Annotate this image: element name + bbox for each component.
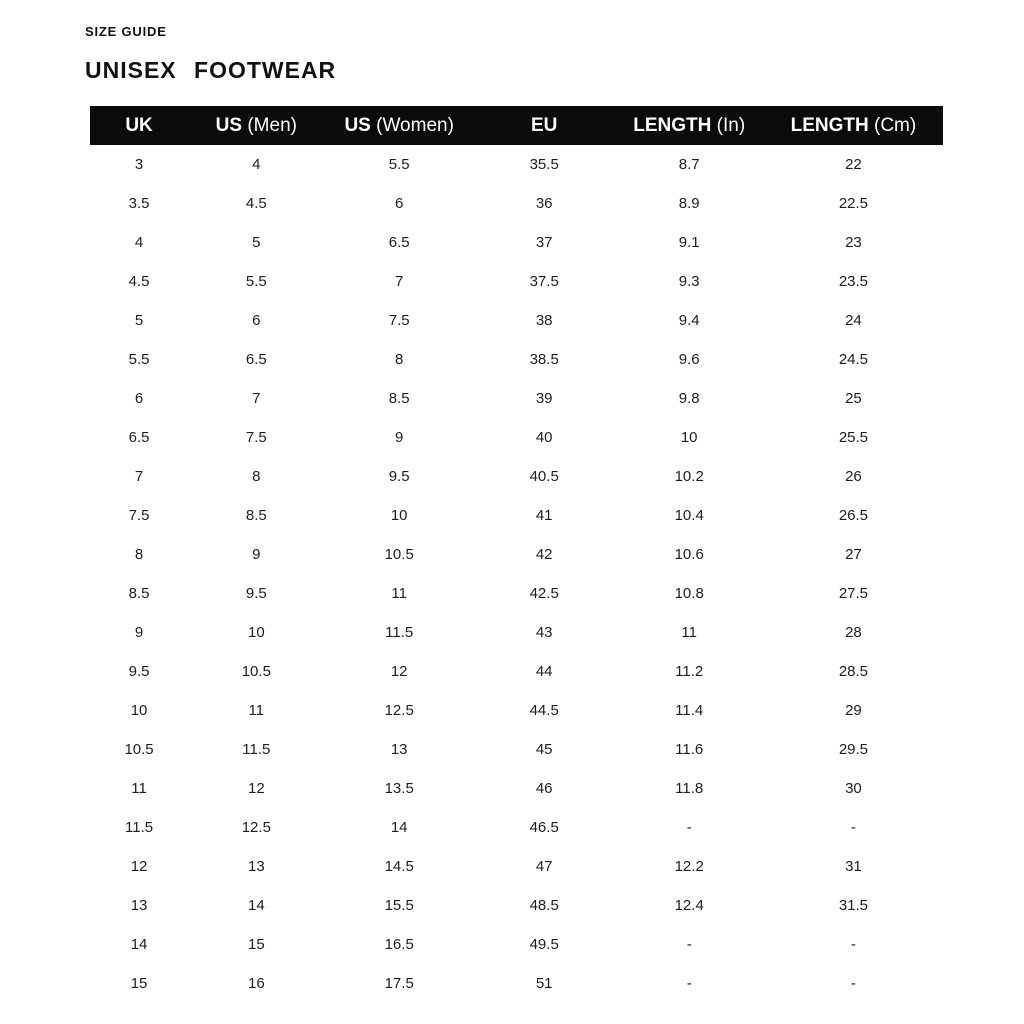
col-header-length-in [615, 106, 764, 145]
size-cell: 24.5 [838, 351, 869, 368]
table-row [90, 808, 943, 847]
size-table-body [90, 145, 943, 1003]
size-cell: 38.5 [529, 351, 559, 368]
size-cell: 29.5 [838, 741, 869, 758]
size-cell: 10.5 [384, 546, 414, 563]
size-cell: 22.5 [838, 195, 869, 212]
size-cell: 10 [680, 429, 698, 446]
size-table-header [90, 106, 943, 145]
size-cell: 9.3 [678, 273, 700, 290]
size-cell: 28.5 [838, 663, 869, 680]
size-cell: 49.5 [529, 936, 559, 953]
table-row [90, 340, 943, 379]
size-cell: 13 [130, 897, 148, 914]
size-cell: 41 [535, 507, 553, 524]
size-cell: 14 [390, 819, 408, 836]
col-header-length-cm-light: (Cm) [874, 114, 917, 136]
size-cell: 23.5 [838, 273, 869, 290]
size-cell: 10 [130, 702, 148, 719]
size-cell: 9 [395, 429, 404, 446]
size-cell: 7.5 [128, 507, 150, 524]
size-cell: - [686, 975, 692, 992]
size-cell: 29 [845, 702, 862, 719]
size-cell: 22 [845, 156, 862, 173]
size-cell: 25 [845, 390, 862, 407]
table-row [90, 964, 943, 1003]
table-row [90, 652, 943, 691]
size-cell: 9 [252, 546, 261, 563]
col-header-length-cm [764, 106, 943, 145]
size-cell: 7.5 [388, 312, 410, 329]
col-header-us-women-bold: US [344, 114, 371, 136]
size-cell: 16.5 [384, 936, 414, 953]
size-cell: 3.5 [128, 195, 150, 212]
header-row [90, 106, 943, 145]
size-cell: 10.5 [241, 663, 271, 680]
table-row [90, 184, 943, 223]
size-cell: 12.4 [674, 897, 704, 914]
size-guide-label: SIZE GUIDE [85, 24, 167, 39]
size-cell: 42.5 [529, 585, 559, 602]
size-cell: 43 [535, 624, 553, 641]
size-cell: 4 [252, 156, 261, 173]
size-cell: 26.5 [838, 507, 869, 524]
size-cell: 5 [252, 234, 261, 251]
size-cell: 10 [247, 624, 265, 641]
size-cell: 3 [134, 156, 144, 173]
size-cell: 27.5 [838, 585, 869, 602]
size-cell: 11.5 [385, 624, 414, 641]
size-cell: 37 [535, 234, 553, 251]
size-cell: 8.9 [678, 195, 700, 212]
size-cell: 6.5 [245, 351, 267, 368]
size-cell: 38 [535, 312, 553, 329]
size-cell: 14 [130, 936, 148, 953]
size-cell: 11.6 [675, 741, 704, 758]
table-row [90, 535, 943, 574]
col-header-eu [474, 106, 615, 145]
size-cell: 11 [248, 702, 265, 719]
size-cell: 11.5 [242, 741, 271, 758]
table-row [90, 223, 943, 262]
size-cell: 12.5 [384, 702, 414, 719]
table-row [90, 847, 943, 886]
size-cell: 10.2 [674, 468, 704, 485]
size-cell: 28 [845, 624, 862, 641]
size-cell: 11.2 [675, 663, 704, 680]
size-cell: 48.5 [529, 897, 559, 914]
size-cell: 9.5 [388, 468, 410, 485]
size-cell: 44.5 [529, 702, 559, 719]
size-cell: 11 [131, 780, 147, 797]
size-cell: 5.5 [128, 351, 150, 368]
size-cell: 8 [134, 546, 144, 563]
table-row [90, 262, 943, 301]
size-cell: 44 [535, 663, 553, 680]
size-cell: - [850, 819, 856, 836]
size-cell: 31 [845, 858, 862, 875]
size-cell: 6.5 [128, 429, 150, 446]
col-header-us-women [325, 106, 474, 145]
size-cell: 4.5 [128, 273, 150, 290]
col-header-uk-bold: UK [125, 114, 153, 136]
size-cell: 12.5 [241, 819, 271, 836]
col-header-uk [90, 106, 188, 145]
size-cell: 37.5 [529, 273, 559, 290]
table-row [90, 925, 943, 964]
size-cell: 23 [845, 234, 862, 251]
size-cell: 14.5 [384, 858, 414, 875]
size-cell: 16 [247, 975, 265, 992]
size-cell: 11.4 [675, 702, 704, 719]
size-cell: 8 [395, 351, 404, 368]
size-cell: 46 [535, 780, 553, 797]
size-cell: 17.5 [384, 975, 414, 992]
size-cell: 8.7 [678, 156, 700, 173]
size-cell: 6.5 [388, 234, 410, 251]
size-cell: - [686, 819, 692, 836]
size-cell: 9.5 [245, 585, 267, 602]
table-row [90, 613, 943, 652]
size-cell: 13 [247, 858, 265, 875]
size-cell: - [850, 975, 856, 992]
size-cell: 7.5 [245, 429, 267, 446]
size-cell: 7 [395, 273, 404, 290]
table-row [90, 769, 943, 808]
size-cell: 15 [247, 936, 265, 953]
size-cell: 25.5 [838, 429, 869, 446]
size-cell: 6 [252, 312, 261, 329]
size-cell: 27 [845, 546, 862, 563]
size-cell: 6 [134, 390, 144, 407]
size-cell: 9.6 [678, 351, 700, 368]
table-row [90, 730, 943, 769]
table-row [90, 379, 943, 418]
size-cell: 47 [535, 858, 553, 875]
size-cell: 40 [535, 429, 553, 446]
size-cell: 4 [134, 234, 144, 251]
size-cell: 12 [390, 663, 408, 680]
col-header-length-cm-bold: LENGTH [790, 114, 869, 136]
table-row [90, 496, 943, 535]
size-cell: 5 [134, 312, 144, 329]
col-header-us-men [188, 106, 324, 145]
size-cell: 12 [247, 780, 265, 797]
size-cell: 7 [134, 468, 144, 485]
size-cell: 35.5 [529, 156, 559, 173]
size-cell: 9 [134, 624, 144, 641]
size-cell: 6 [395, 195, 404, 212]
size-cell: 9.1 [678, 234, 700, 251]
size-cell: 5.5 [245, 273, 267, 290]
size-cell: 13.5 [384, 780, 414, 797]
size-cell: - [686, 936, 692, 953]
col-header-us-men-bold: US [215, 114, 243, 136]
size-cell: 30 [845, 780, 862, 797]
size-cell: 13 [390, 741, 408, 758]
size-cell: 11.8 [675, 780, 704, 797]
size-cell: 31.5 [838, 897, 869, 914]
size-cell: 5.5 [388, 156, 410, 173]
size-cell: 11 [391, 585, 407, 602]
size-cell: 26 [845, 468, 862, 485]
size-cell: 10.4 [674, 507, 704, 524]
size-cell: 4.5 [245, 195, 267, 212]
page-title: UNISEX FOOTWEAR [85, 57, 337, 83]
size-cell: 39 [535, 390, 553, 407]
size-cell: 10.6 [674, 546, 704, 563]
size-cell: 8.5 [388, 390, 410, 407]
table-row [90, 301, 943, 340]
size-cell: 8.5 [128, 585, 150, 602]
size-cell: 36 [535, 195, 553, 212]
table-row [90, 418, 943, 457]
table-row [90, 886, 943, 925]
size-cell: 7 [252, 390, 261, 407]
size-cell: 8.5 [245, 507, 267, 524]
size-cell: 10.5 [124, 741, 154, 758]
size-cell: 11.5 [125, 819, 154, 836]
size-cell: 40.5 [529, 468, 559, 485]
col-header-length-in-bold: LENGTH [633, 114, 712, 136]
size-cell: 42 [535, 546, 553, 563]
size-cell: 9.4 [678, 312, 700, 329]
size-cell: 9.5 [128, 663, 150, 680]
size-cell: 10 [390, 507, 408, 524]
size-cell: 45 [535, 741, 553, 758]
size-cell: 24 [845, 312, 862, 329]
size-cell: 8 [252, 468, 261, 485]
size-cell: 12 [130, 858, 148, 875]
col-header-us-men-light: (Men) [247, 114, 297, 136]
size-cell: 46.5 [529, 819, 559, 836]
size-cell: 10.8 [674, 585, 704, 602]
size-cell: 9.8 [678, 390, 700, 407]
size-cell: 15 [130, 975, 148, 992]
size-cell: - [850, 936, 856, 953]
size-cell: 11 [681, 624, 697, 641]
table-row [90, 145, 943, 184]
col-header-eu-bold: EU [530, 114, 558, 136]
size-cell: 51 [535, 975, 553, 992]
table-row [90, 574, 943, 613]
size-cell: 12.2 [674, 858, 704, 875]
table-row [90, 691, 943, 730]
size-cell: 15.5 [384, 897, 414, 914]
size-cell: 14 [247, 897, 265, 914]
size-table [90, 106, 943, 1003]
col-header-us-women-light: (Women) [376, 114, 454, 136]
table-row [90, 457, 943, 496]
col-header-length-in-light: (In) [716, 114, 746, 136]
